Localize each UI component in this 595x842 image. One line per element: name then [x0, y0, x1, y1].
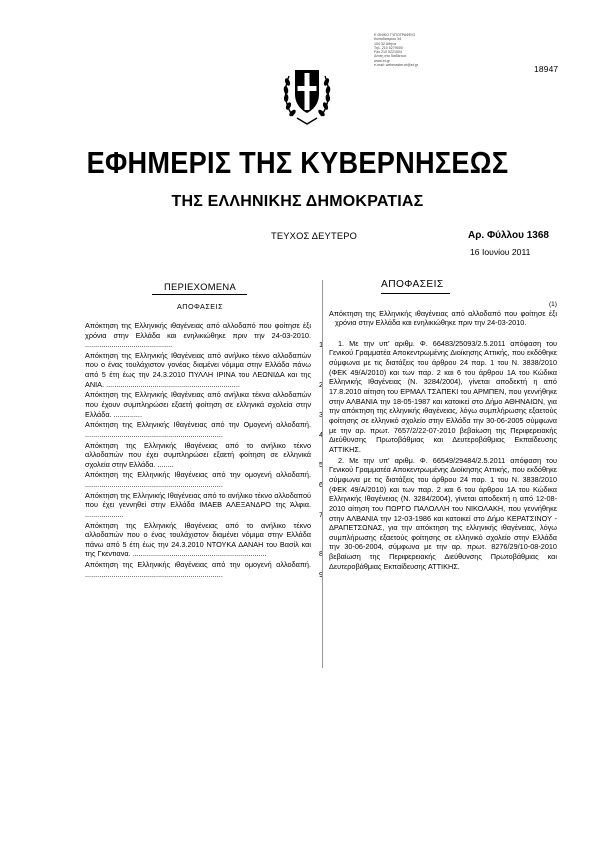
- publisher-line: Δ/νση στο διαδίκτυο:: [374, 54, 407, 59]
- page-number: 18947: [534, 64, 559, 74]
- contents-entry-page: 1: [318, 340, 323, 350]
- decisions-column: [329, 301, 557, 572]
- contents-entry[interactable]: [85, 351, 323, 389]
- contents-entry-page: 6: [318, 479, 323, 489]
- publisher-line: www.et.gr: [374, 58, 390, 63]
- contents-entry-text: Απόκτηση της Ελληνικής Ιθαγένειας από ανήλικα τέκνα αλλοδαπών που έχουν συμπληρώσει εξαετή φοίτηση σε ελληνικά σχολεία στην Ελλάδα. ..............: [85, 390, 311, 419]
- contents-entry-page: 7: [318, 509, 323, 519]
- contents-entry[interactable]: [85, 470, 323, 489]
- sheet-label: Αρ. Φύλλου: [468, 230, 524, 241]
- contents-entry[interactable]: [85, 560, 323, 579]
- publisher-line: Fax 210 5221004: [374, 50, 402, 55]
- contents-entry-text: Απόκτηση της Ελληνικής Ιθαγένειας από το ανήλικο τέκνο αλλοδαπών που έχει συμπληρώσει εξαετή φοίτηση σε ελληνικά σχολεία στην Ελλάδα. ........: [85, 440, 311, 469]
- decision-number: (1): [548, 301, 557, 308]
- issue-series: ΤΕΥΧΟΣ ΔΕΥΤΕΡΟ: [271, 231, 358, 241]
- decisions-heading-rule: [381, 293, 450, 294]
- publisher-line: 104 32 Αθήνα: [374, 41, 397, 46]
- publisher-line: Ε ΘΝΙΚΟ ΤΥΠΟΓΡΑΦΕΙΟ: [374, 33, 416, 37]
- contents-entry-text: Απόκτηση της Ελληνικής Ιθαγένειας από ανήλικο τέκνο αλλοδαπών που ο ένας τουλάχιστον γονέας διαμένει νόμιμα στην Ελλάδα πάνω από 5 έτη έως την 24.3.2010 ΠΥΛΛΗ ΙΡΙΝΑ του ΛΕΩΝΙΔΑ και της ΑΝΙΑ. ..................................................................: [85, 350, 311, 389]
- contents-entry-text: Απόκτηση της Ελληνικής Ιθαγένειας από το ανήλικο τέκνο αλλοδαπών που ο ένας τουλάχιστον διαμένει νόμιμα στην Ελλάδα πάνω από 5 έτη έως την 24.3.2010 ΝΤΟΥΚΑ ΔΑΝΑΗ του Βασίλ και της Γκεντιανα. ..................................................................: [85, 520, 311, 559]
- contents-entry-text: Απόκτηση της Ελληνικής Ιθαγένειας από την ομογενή αλλοδαπή. ....................................................................: [85, 470, 311, 489]
- contents-entry[interactable]: [85, 390, 323, 419]
- contents-heading-rule: [152, 294, 247, 295]
- coat-of-arms-emblem: [283, 58, 331, 126]
- decisions-heading: ΑΠΟΦΑΣΕΙΣ: [381, 279, 444, 290]
- publisher-line: Τηλ. 210 5279000: [374, 45, 403, 50]
- gazette-title: ΕΦΗΜΕΡΙΣ ΤΗΣ ΚΥΒΕΡΝΗΣΕΩΣ: [86, 146, 509, 180]
- gazette-subtitle: ΤΗΣ ΕΛΛΗΝΙΚΗΣ ΔΗΜΟΚΡΑΤΙΑΣ: [171, 193, 424, 210]
- contents-entry-page: 4: [318, 429, 323, 439]
- decision-paragraph: 2. Με την υπ' αριθμ. Φ. 66549/29484/2.5.2011 απόφαση του Γενικού Γραμματέα Αποκεντρωμένης Διοίκησης Αττικής, που εκδόθηκε σύμφωνα με τις διατάξεις του άρθρου 24 παρ. 1 του Ν. 3838/2010 (ΦΕΚ 49/Α/2010) και των παρ. 2 και 6 του άρθρου 1Α του Κώδικα Ελληνικής Ιθαγένειας (Ν. 3284/2004), γίνεται αποδεκτή η από 12-08-2010 αίτηση του ΠΩΡΓΟ ΠΑΛΟΛΛΗ του ΝΙΚΟΛΑΚΗ, που γεννήθηκε στην ΑΛΒΑΝΙΑ την 12-03-1986 και κατοικεί στο Δήμο ΚΕΡΑΤΣΙΝΟΥ - ΔΡΑΠΕΤΣΩΝΑΣ, για την απόκτηση της ελληνικής ιθαγένειας, λόγω συμπλήρωσης εξαετούς φοίτησης σε ελληνικό σχολείο στην Ελλάδα την 30-06-2004, σύμφωνα με την αρ. πρωτ. 8276/29/10-08-2010 βεβαίωση της Περιφερειακής Διεύθυνσης Πρωτοβάθμιας και Δευτεροβάθμιας Εκπαίδευσης ΑΤΤΙΚΗΣ.: [329, 455, 557, 571]
- contents-entry-text: Απόκτηση της Ελληνικής ιθαγένειας από αλλοδαπό που φοίτησε έξι χρόνια στην Ελλάδα και ενηλικιώθηκε πριν την 24-03-2010. ...........................................: [85, 321, 311, 350]
- contents-entry[interactable]: [85, 491, 323, 520]
- contents-subheading: ΑΠΟΦΑΣΕΙΣ: [176, 302, 224, 311]
- contents-entry-page: 2: [318, 379, 323, 389]
- contents-entry-text: Απόκτηση της Ελληνικής Ιθαγένειας από το ανήλικο τέκνο αλλοδαπού που έχει γεννηθεί στην Ελλάδα ΙΜΑΕΒ ΑΛΕΞΑΝΔΡΟ της Άλφια. ...................: [85, 490, 311, 519]
- decision-paragraph: 1. Με την υπ' αριθμ. Φ. 66483/25093/2.5.2011 απόφαση του Γενικού Γραμματέα Αποκεντρωμένης Διοίκησης Αττικής, που εκδόθηκε σύμφωνα με τις διατάξεις του άρθρου 24 παρ. 1 του Ν. 3838/2010 (ΦΕΚ 49/Α/2010) και των παρ. 2 και 6 του άρθρου 1Α του Κώδικα Ελληνικής Ιθαγένειας (Ν. 3284/2004), γίνεται αποδεκτή η από 17.8.2010 αίτηση του ΕΡΜΑΛ ΤΣΑΠΕΚΙ του ΑΡΜΠΕΝ, που γεννήθηκε στην ΑΛΒΑΝΙΑ την 18-05-1987 και κατοικεί στο Δήμο ΑΘΗΝΑΙΩΝ, για την απόκτηση της ελληνικής ιθαγένειας, λόγω συμπλήρωσης εξαετούς φοίτησης σε ελληνικό σχολείο στην Ελλάδα την 30-06-2005 σύμφωνα με την αρ. πρωτ. 7657/2/22-07-2010 βεβαίωση της Περιφερειακής Διεύθυνσης Πρωτοβάθμιας και Δευτεροβάθμιας Εκπαίδευσης ΑΤΤΙΚΗΣ.: [329, 338, 557, 454]
- publisher-line: Καποδιστρίου 34: [374, 37, 402, 42]
- contents-entry[interactable]: [85, 321, 323, 350]
- sheet-number: [468, 230, 549, 241]
- column-divider: [322, 280, 323, 668]
- contents-entry[interactable]: [85, 441, 323, 470]
- contents-entry[interactable]: [85, 420, 323, 439]
- contents-entry-page: 8: [318, 549, 323, 559]
- publisher-info: [374, 33, 454, 67]
- contents-entry-text: Απόκτηση της Ελληνικής Ιθαγένειας από την Ομογενή αλλοδαπή. ....................................................................: [85, 420, 311, 439]
- contents-entry-text: Απόκτηση της Ελληνικής ιθαγένειας από την ομογενή αλλοδαπή. ....................................................................: [85, 560, 311, 579]
- contents-entry-page: 9: [318, 569, 323, 579]
- sheet-number-value: 1368: [526, 230, 549, 241]
- publisher-line: e-mail: webmaster.et@et.gr: [374, 63, 418, 68]
- decision-title: Απόκτηση της Ελληνικής ιθαγένειας από αλλοδαπό που φοίτησε έξι χρόνια στην Ελλάδα και ενηλικιώθηκε πριν την 24-03-2010.: [329, 308, 557, 328]
- contents-entry-page: 3: [318, 409, 323, 419]
- contents-entry-page: 5: [318, 459, 323, 469]
- contents-entry[interactable]: [85, 521, 323, 559]
- contents-heading: ΠΕΡΙΕΧΟΜΕΝΑ: [163, 281, 237, 292]
- decision-paragraphs: [329, 339, 557, 572]
- issue-date: 16 Ιουνίου 2011: [470, 247, 531, 257]
- table-of-contents: [85, 321, 323, 580]
